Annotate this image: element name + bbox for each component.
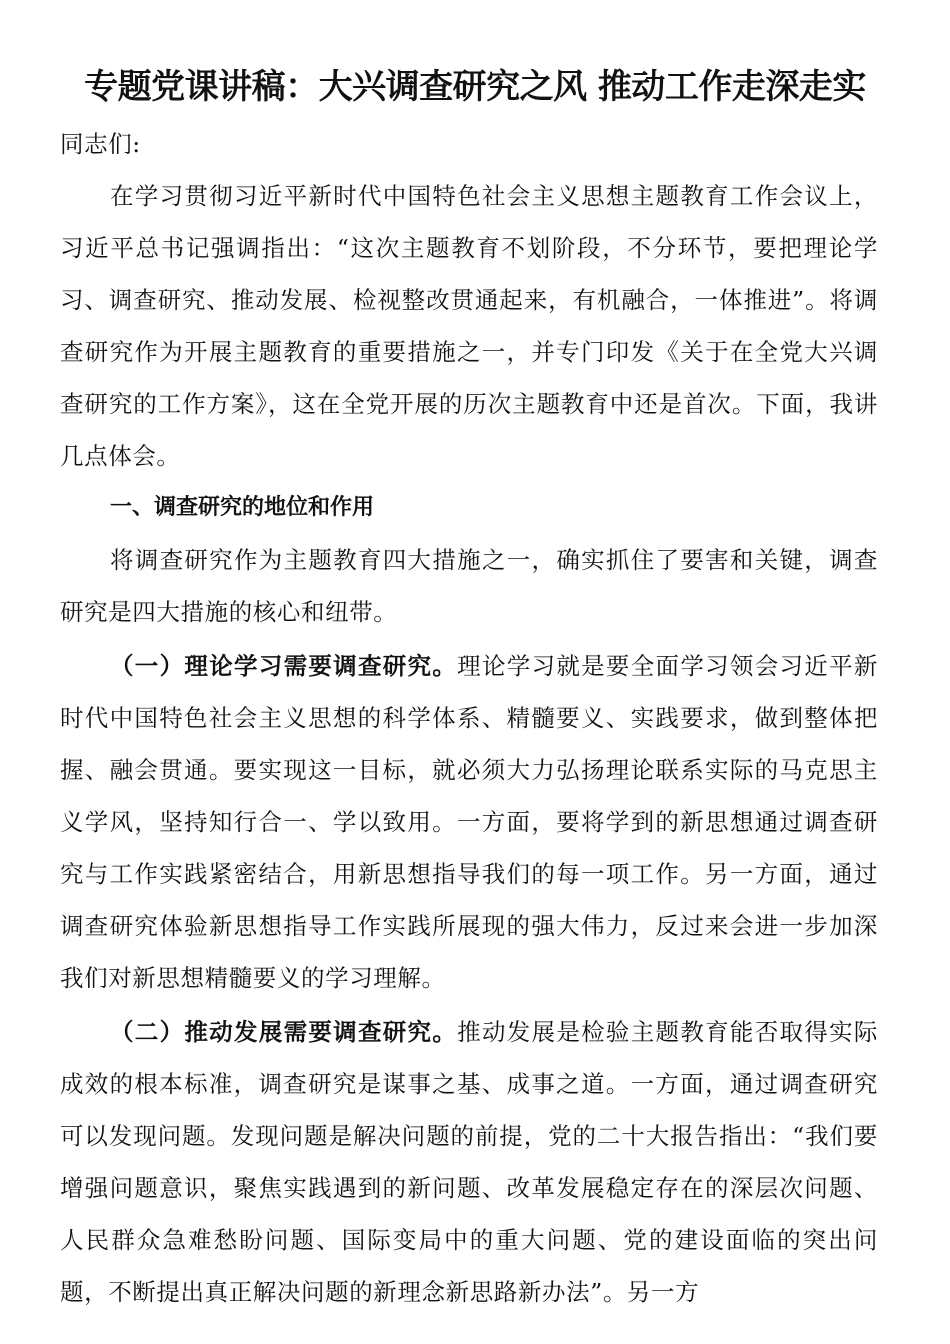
- item-text-promote-development: 推动发展是检验主题教育能否取得实际成效的根本标准，调查研究是谋事之基、成事之道。一方面，通过调查研究可以发现问题。发现问题是解决问题的前提，党的二十大报告指出：“我们要增强问题意识，聚焦实践遇到的新问题、改革发展稳定存在的深层次问题、人民群众急难愁盼问题、国际变局中的重大问题、党的建设面临的突出问题，不断提出真正解决问题的新理念新思路新办法”。另一方: [60, 1018, 878, 1306]
- salutation: 同志们:: [60, 130, 141, 158]
- document-body: [60, 118, 878, 1318]
- item-paragraph-promote-development: [60, 1006, 878, 1318]
- item-paragraph-theory-study: [60, 640, 878, 1004]
- item-lead-promote-development: （二）推动发展需要调查研究。: [110, 1018, 458, 1046]
- section-intro-paragraph: 将调查研究作为主题教育四大措施之一，确实抓住了要害和关键，调查研究是四大措施的核心和纽带。: [60, 546, 878, 626]
- item-lead-theory-study: （一）理论学习需要调查研究。: [110, 652, 458, 680]
- item-text-theory-study: 理论学习就是要全面学习领会习近平新时代中国特色社会主义思想的科学体系、精髓要义、实践要求，做到整体把握、融会贯通。要实现这一目标，就必须大力弘扬理论联系实际的马克思主义学风，坚持知行合一、学以致用。一方面，要将学到的新思想通过调查研究与工作实践紧密结合，用新思想指导我们的每一项工作。另一方面，通过调查研究体验新思想指导工作实践所展现的强大伟力，反过来会进一步加深我们对新思想精髓要义的学习理解。: [60, 652, 878, 992]
- intro-paragraph: 在学习贯彻习近平新时代中国特色社会主义思想主题教育工作会议上，习近平总书记强调指出：“这次主题教育不划阶段，不分环节，要把理论学习、调查研究、推动发展、检视整改贯通起来，有机融合，一体推进”。将调查研究作为开展主题教育的重要措施之一，并专门印发《关于在全党大兴调查研究的工作方案》，这在全党开展的历次主题教育中还是首次。下面，我讲几点体会。: [60, 182, 878, 470]
- page-title: 专题党课讲稿：大兴调查研究之风 推动工作走深走实: [84, 67, 866, 107]
- section-heading: 一、调查研究的地位和作用: [110, 495, 375, 520]
